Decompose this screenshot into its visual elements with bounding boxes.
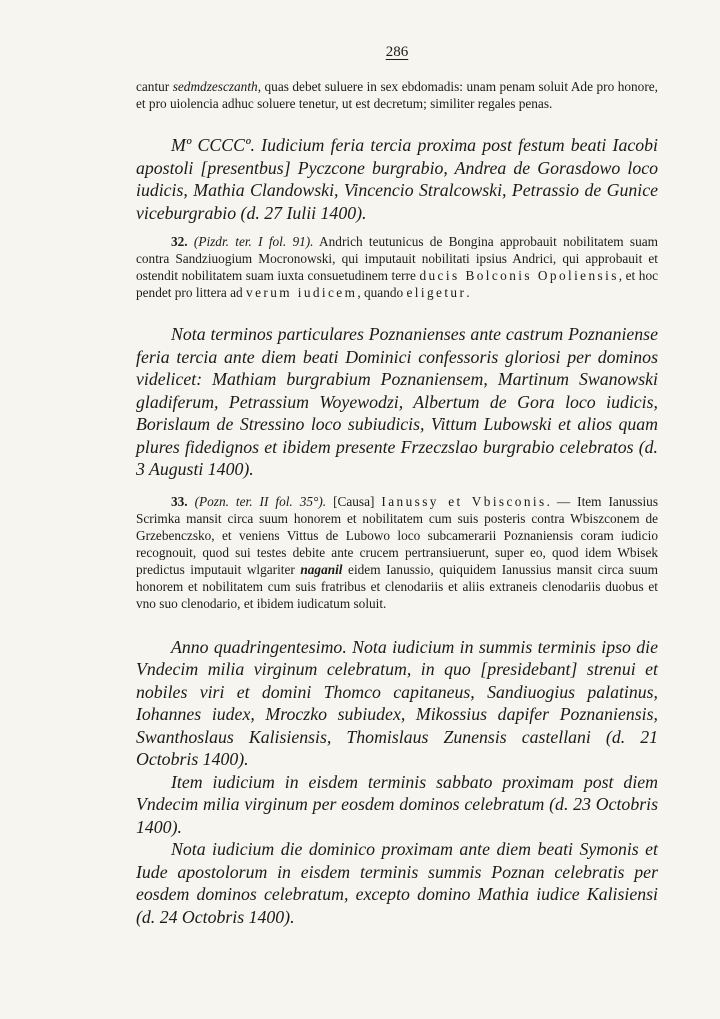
page-number: 286: [385, 44, 409, 60]
spaced-text: ducis Bolconis Opoliensis: [419, 268, 619, 283]
text-segment: , et hoc pendet pro littera ad: [136, 268, 658, 300]
text-segment: .: [466, 285, 470, 300]
document-page: [136, 0, 658, 928]
entry-33: [136, 493, 658, 612]
entry-reference: (Pizdr. ter. I fol. 91).: [187, 234, 314, 249]
section-heading-1: Mº CCCCº. Iudicium feria tercia proxima post festum beati Iacobi apostoli [presentbus] Pyczcone burgrabio, Andrea de Gorasdowo loco iudicis, Mathia Clandowski, Vincencio Stralcowski, Petrassio de Gunice viceburgrabio (d. 27 Iulii 1400).: [136, 135, 658, 223]
text-segment: eidem Ianussio, quiquidem Ianussius mansit circa suum honorem et nobilitatem cum suis fratribus et clenodariis et aliis extraneis clenodariis duobus et vno suo clenodario, et ibidem iudicatum soluit.: [136, 561, 658, 611]
section-heading-4: Item iudicium in eisdem terminis sabbato proximam post diem Vndecim milia virginum per eosdem dominos celebratum (d. 23 Octobris 1400).: [136, 771, 658, 837]
italic-term: sedmdzesczanth: [172, 79, 258, 94]
section-heading-5: Nota iudicium die dominico proximam ante diem beati Symonis et Iude apostolorum in eisdem terminis summis Poznan celebratis per eosdem dominos celebratum, excepto domino Mathia iudice Kalisiensi (d. 24 Octobris 1400).: [136, 839, 658, 927]
text-segment: , quando: [357, 285, 407, 300]
section-heading-3: Anno quadringentesimo. Nota iudicium in summis terminis ipso die Vndecim milia virginum celebratum, in quo [presidebant] strenui et nobiles viri et domini Thomco capitaneus, Sandiuogius palatinus, Iohannes iudex, Mroczko subiudex, Mikossius dapifer Poznaniensis, Swanthoslaus Kalisiensis, Thomislaus Zunensis castellani (d. 21 Octobris 1400).: [136, 636, 658, 769]
paragraph-continuation: [136, 78, 658, 112]
spaced-text: eligetur: [406, 285, 467, 300]
italic-term: naganil: [300, 561, 343, 577]
text-segment: cantur: [136, 79, 173, 94]
entry-number: 33.: [171, 493, 188, 509]
text-segment: , quas debet suluere in sex ebdomadis: unam penam soluit Ade pro honore, et pro uiolencia adhuc soluere tenetur, ut est decretum; similiter regales penas.: [136, 79, 658, 111]
text-segment: [Causa]: [326, 493, 382, 509]
entry-32: [136, 233, 658, 301]
entry-reference: (Pozn. ter. II fol. 35°).: [187, 493, 327, 509]
spaced-text: Ianussy et Vbisconis: [381, 493, 547, 509]
entry-number: 32.: [171, 234, 188, 249]
spaced-text: verum iudicem: [246, 285, 358, 300]
text-segment: . — Item Ianussius Scrimka mansit circa suum honorem et nobilitatem cum suis posteris contra Wbiszconem de Grzebenczsko, et veniens Vittus de Lubowo loco subcamerarii Poznaniensis coram iudicio recognouit, quod sui testes debite ante crucem pertransiuerunt, super eo, quod idem Wbisek predictus imputauit wlgariter: [136, 493, 658, 577]
section-heading-2: Nota terminos particulares Poznanienses ante castrum Poznaniense feria tercia ante diem beati Dominici confessoris gloriosi per dominos videlicet: Mathiam burgrabium Poznaniensem, Martinum Swanowski gladiferum, Petrassium Woyewodzi, Albertum de Gora loco iudicis, Borislaum de Stressino loco subiudicis, Vittum Lubowski et alios quam plures fidedignos et ibidem presente Frzeczslao burgrabio celebratos (d. 3 Augusti 1400).: [136, 324, 658, 479]
text-segment: Andrich teutunicus de Bongina approbauit nobilitatem suam contra Sandziuogium Mocronowski, qui imputauit nobilitati ipsius Andrici, qui approbauit et ostendit nobilitatem suam iuxta consuetudinem terre: [136, 234, 658, 283]
